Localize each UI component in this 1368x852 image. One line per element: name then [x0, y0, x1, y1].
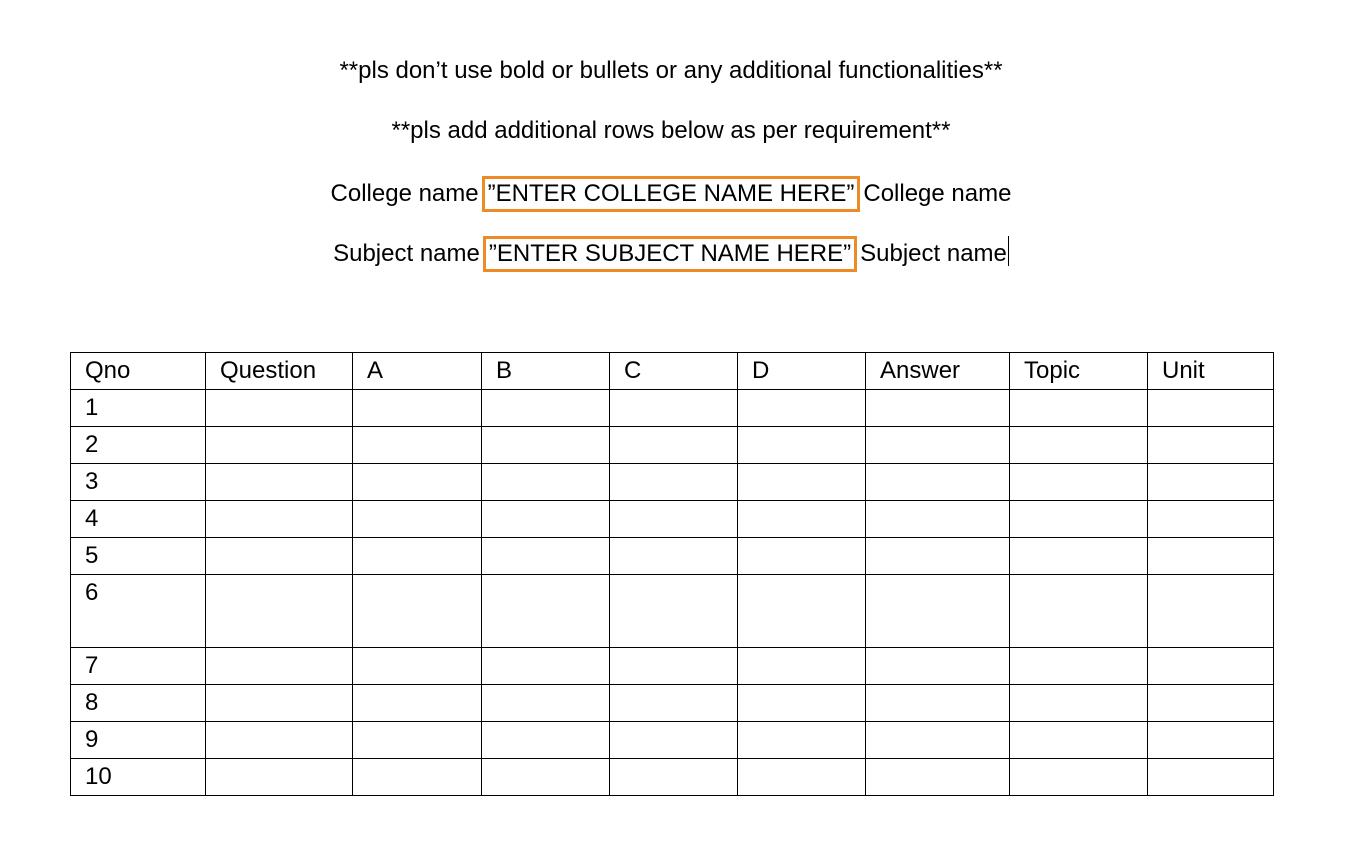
instruction-no-formatting: **pls don’t use bold or bullets or any additional functionalities**: [339, 57, 1003, 84]
table-row: [71, 538, 1274, 575]
cell-c[interactable]: [610, 648, 738, 685]
cell-d[interactable]: [738, 575, 866, 648]
college-name-field[interactable]: ”ENTER COLLEGE NAME HERE”: [482, 176, 861, 212]
cell-b[interactable]: [482, 648, 610, 685]
cell-unit[interactable]: [1148, 390, 1274, 427]
cell-b[interactable]: [482, 538, 610, 575]
cell-answer[interactable]: [866, 501, 1010, 538]
cell-unit[interactable]: [1148, 722, 1274, 759]
cell-a[interactable]: [353, 685, 482, 722]
subject-label-before: Subject name: [333, 240, 480, 267]
cell-qno[interactable]: 5: [71, 538, 206, 575]
cell-unit[interactable]: [1148, 538, 1274, 575]
cell-unit[interactable]: [1148, 501, 1274, 538]
cell-qno[interactable]: 8: [71, 685, 206, 722]
cell-question[interactable]: [206, 501, 353, 538]
cell-b[interactable]: [482, 685, 610, 722]
cell-unit[interactable]: [1148, 427, 1274, 464]
header-d[interactable]: D: [738, 353, 866, 390]
cell-a[interactable]: [353, 501, 482, 538]
cell-unit[interactable]: [1148, 685, 1274, 722]
cell-d[interactable]: [738, 501, 866, 538]
cell-question[interactable]: [206, 759, 353, 796]
text-cursor: [1008, 236, 1009, 266]
cell-c[interactable]: [610, 538, 738, 575]
cell-question[interactable]: [206, 538, 353, 575]
cell-c[interactable]: [610, 722, 738, 759]
table-row: [71, 390, 1274, 427]
cell-d[interactable]: [738, 427, 866, 464]
cell-topic[interactable]: [1010, 759, 1148, 796]
table-row: [71, 722, 1274, 759]
cell-c[interactable]: [610, 685, 738, 722]
table-row: [71, 648, 1274, 685]
cell-c[interactable]: [610, 464, 738, 501]
cell-question[interactable]: [206, 648, 353, 685]
cell-c[interactable]: [610, 575, 738, 648]
cell-topic[interactable]: [1010, 538, 1148, 575]
cell-a[interactable]: [353, 575, 482, 648]
cell-topic[interactable]: [1010, 501, 1148, 538]
cell-c[interactable]: [610, 759, 738, 796]
college-label-after: College name: [863, 180, 1012, 207]
cell-qno[interactable]: 4: [71, 501, 206, 538]
cell-question[interactable]: [206, 427, 353, 464]
cell-topic[interactable]: [1010, 685, 1148, 722]
cell-d[interactable]: [738, 759, 866, 796]
cell-qno[interactable]: 3: [71, 464, 206, 501]
table-row: [71, 685, 1274, 722]
header-topic[interactable]: Topic: [1010, 353, 1148, 390]
cell-a[interactable]: [353, 427, 482, 464]
cell-answer[interactable]: [866, 759, 1010, 796]
subject-name-line: [0, 236, 1342, 272]
cell-b[interactable]: [482, 501, 610, 538]
table-header-row: [71, 353, 1274, 390]
cell-topic[interactable]: [1010, 722, 1148, 759]
cell-answer[interactable]: [866, 427, 1010, 464]
cell-a[interactable]: [353, 538, 482, 575]
cell-b[interactable]: [482, 722, 610, 759]
question-table: [70, 352, 1274, 796]
cell-answer[interactable]: [866, 648, 1010, 685]
cell-question[interactable]: [206, 390, 353, 427]
header-b[interactable]: B: [482, 353, 610, 390]
cell-topic[interactable]: [1010, 575, 1148, 648]
cell-a[interactable]: [353, 722, 482, 759]
table-row: [71, 759, 1274, 796]
college-name-line: [0, 176, 1342, 212]
cell-answer[interactable]: [866, 722, 1010, 759]
instruction-add-rows: **pls add additional rows below as per requirement**: [391, 117, 951, 144]
cell-qno[interactable]: 9: [71, 722, 206, 759]
cell-d[interactable]: [738, 685, 866, 722]
cell-a[interactable]: [353, 759, 482, 796]
cell-a[interactable]: [353, 390, 482, 427]
cell-unit[interactable]: [1148, 648, 1274, 685]
cell-qno[interactable]: 6: [71, 575, 206, 648]
cell-topic[interactable]: [1010, 648, 1148, 685]
cell-unit[interactable]: [1148, 464, 1274, 501]
cell-qno[interactable]: 10: [71, 759, 206, 796]
subject-label-after: Subject name: [860, 240, 1007, 267]
cell-c[interactable]: [610, 501, 738, 538]
table-body: [71, 390, 1274, 796]
cell-a[interactable]: [353, 464, 482, 501]
cell-topic[interactable]: [1010, 427, 1148, 464]
cell-answer[interactable]: [866, 685, 1010, 722]
cell-topic[interactable]: [1010, 464, 1148, 501]
subject-name-field[interactable]: ”ENTER SUBJECT NAME HERE”: [483, 236, 857, 272]
cell-d[interactable]: [738, 722, 866, 759]
cell-answer[interactable]: [866, 390, 1010, 427]
cell-qno[interactable]: 7: [71, 648, 206, 685]
cell-b[interactable]: [482, 427, 610, 464]
cell-answer[interactable]: [866, 575, 1010, 648]
header-a[interactable]: A: [353, 353, 482, 390]
cell-b[interactable]: [482, 575, 610, 648]
cell-qno[interactable]: 1: [71, 390, 206, 427]
cell-question[interactable]: [206, 575, 353, 648]
table-row: [71, 464, 1274, 501]
cell-question[interactable]: [206, 464, 353, 501]
college-label-before: College name: [330, 180, 479, 207]
cell-question[interactable]: [206, 722, 353, 759]
table-row: [71, 575, 1274, 648]
cell-c[interactable]: [610, 427, 738, 464]
cell-topic[interactable]: [1010, 390, 1148, 427]
cell-d[interactable]: [738, 648, 866, 685]
cell-unit[interactable]: [1148, 575, 1274, 648]
cell-d[interactable]: [738, 538, 866, 575]
cell-b[interactable]: [482, 759, 610, 796]
cell-answer[interactable]: [866, 538, 1010, 575]
cell-d[interactable]: [738, 464, 866, 501]
cell-c[interactable]: [610, 390, 738, 427]
cell-d[interactable]: [738, 390, 866, 427]
header-qno[interactable]: Qno: [71, 353, 206, 390]
table-row: [71, 501, 1274, 538]
cell-question[interactable]: [206, 685, 353, 722]
cell-a[interactable]: [353, 648, 482, 685]
header-answer[interactable]: Answer: [866, 353, 1010, 390]
header-question[interactable]: Question: [206, 353, 353, 390]
header-c[interactable]: C: [610, 353, 738, 390]
cell-b[interactable]: [482, 464, 610, 501]
cell-unit[interactable]: [1148, 759, 1274, 796]
table-row: [71, 427, 1274, 464]
cell-answer[interactable]: [866, 464, 1010, 501]
cell-b[interactable]: [482, 390, 610, 427]
header-unit[interactable]: Unit: [1148, 353, 1274, 390]
cell-qno[interactable]: 2: [71, 427, 206, 464]
